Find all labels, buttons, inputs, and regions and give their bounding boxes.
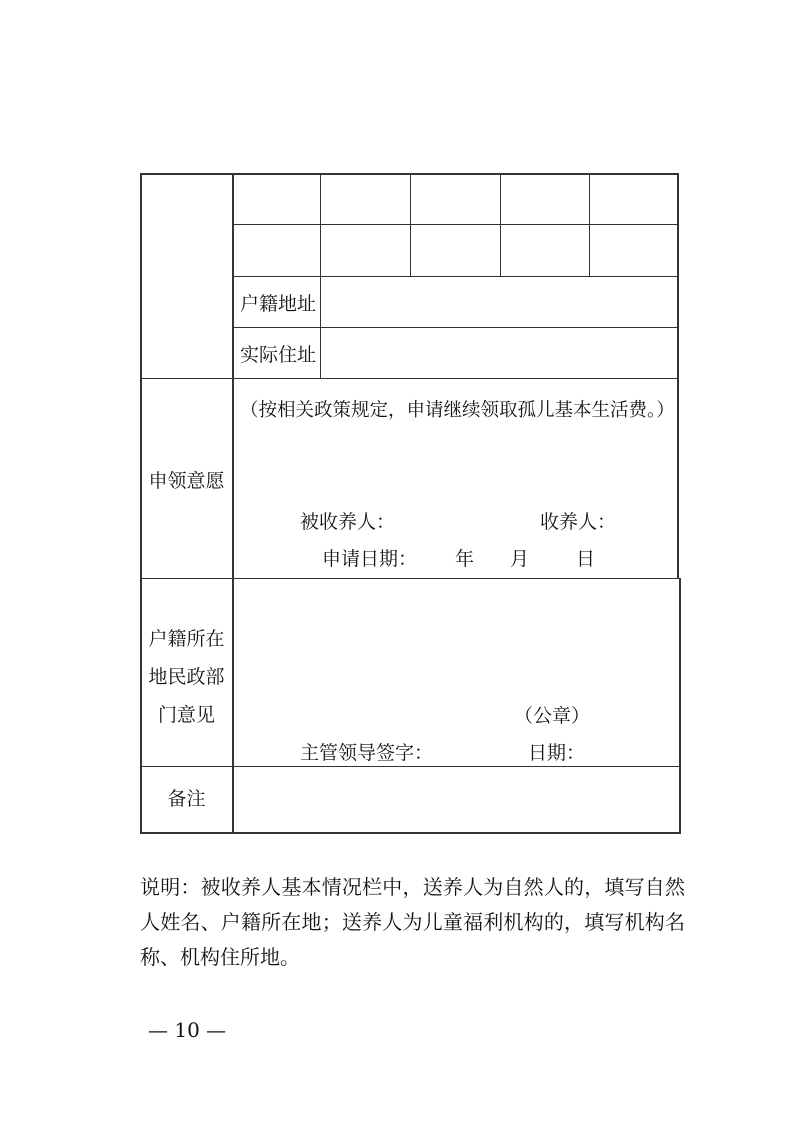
civil-affairs-label-line1: 户籍所在: [148, 628, 225, 650]
grid-col-4: [589, 173, 590, 276]
table-border-right-lower: [679, 578, 681, 833]
adoptee-signature-label: 被收养人：: [300, 511, 396, 533]
apply-date-year: 年: [455, 548, 475, 570]
grid-col-3: [500, 173, 501, 276]
explanatory-note: 说明：被收养人基本情况栏中，送养人为自然人的，填写自然人姓名、户籍所在地；送养人为儿童福利机构的，填写机构名称、机构住所地。: [140, 875, 685, 969]
apply-date-day: 日: [576, 548, 596, 570]
section-line-civil-affairs: [140, 578, 680, 579]
label-column-divider: [232, 173, 234, 833]
civil-affairs-label-line2: 地民政部: [148, 666, 225, 688]
table-border-bottom: [140, 832, 681, 834]
household-address-label: 户籍地址: [240, 293, 317, 315]
civil-affairs-label: [141, 620, 232, 734]
section-line-remarks: [140, 766, 681, 767]
section-line-application: [140, 378, 678, 379]
table-border-top: [140, 173, 678, 175]
apply-date-month: 月: [510, 548, 530, 570]
table-border-left: [140, 173, 142, 833]
civil-affairs-date-label: 日期：: [528, 742, 586, 764]
address-col-divider: [320, 276, 321, 378]
grid-col-2: [410, 173, 411, 276]
official-seal-label: （公章）: [514, 705, 591, 727]
remarks-label: 备注: [167, 788, 206, 810]
leader-signature-label: 主管领导签字：: [300, 742, 434, 764]
application-label: 申领意愿: [148, 470, 225, 492]
adopter-signature-label: 收养人：: [540, 511, 617, 533]
grid-col-1: [320, 173, 321, 276]
grid-row-line-3: [232, 327, 678, 328]
application-statement: （按相关政策规定，申请继续领取孤儿基本生活费。）: [240, 400, 675, 421]
apply-date-label: 申请日期：: [322, 548, 418, 570]
civil-affairs-label-line3: 门意见: [157, 704, 215, 726]
table-border-right: [677, 173, 679, 578]
page-number: — 10 —: [148, 1018, 227, 1042]
grid-row-line-1: [232, 224, 678, 225]
grid-row-line-2: [232, 276, 678, 277]
actual-address-label: 实际住址: [240, 344, 317, 366]
